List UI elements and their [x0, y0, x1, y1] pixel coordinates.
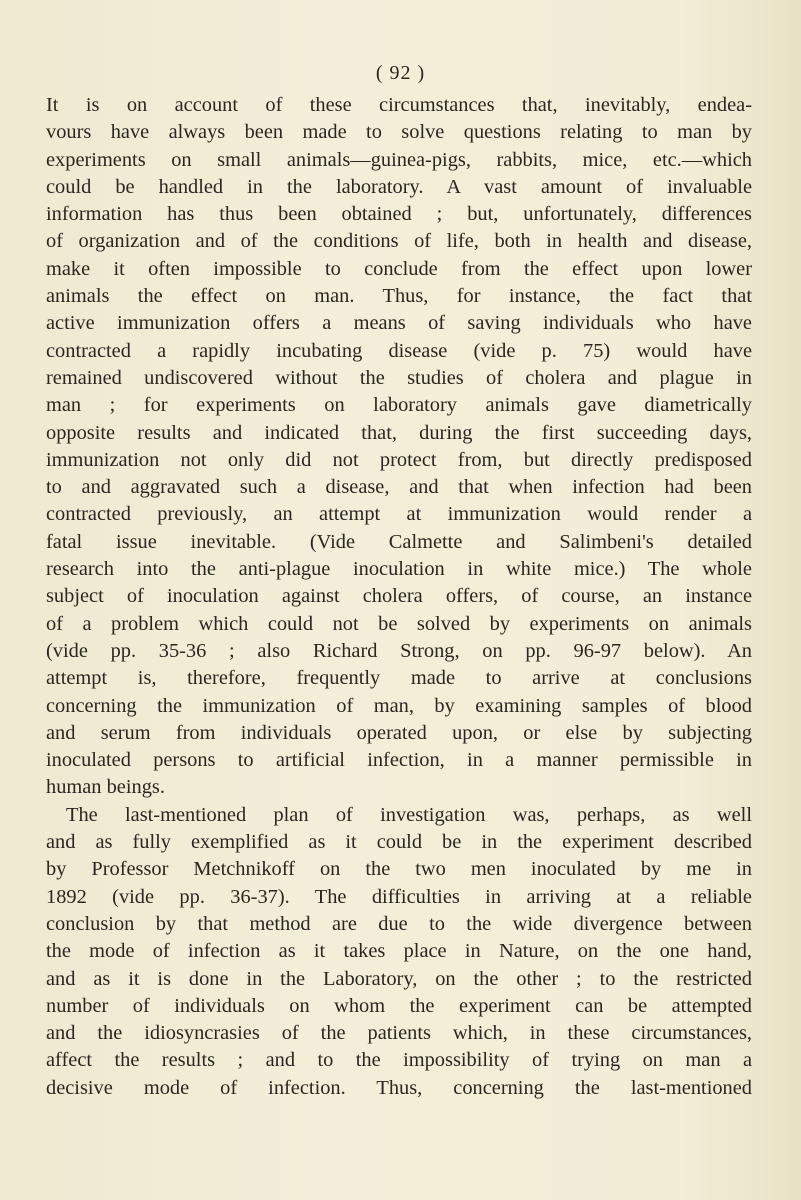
- text-line: could be handled in the laboratory. A vast amount of invaluable: [46, 175, 752, 198]
- text-line: concerning the immunization of man, by examining samples of blood: [46, 694, 752, 717]
- text-line: opposite results and indicated that, during the first succeeding days,: [46, 421, 752, 444]
- text-line: and serum from individuals operated upon, or else by subjecting: [46, 721, 752, 744]
- body-text: [46, 92, 752, 1102]
- text-line: It is on account of these circumstances that, inevitably, endea-: [46, 94, 752, 116]
- text-line: 1892 (vide pp. 36-37). The difficulties in arriving at a reliable: [46, 885, 752, 908]
- text-line: to and aggravated such a disease, and that when infection had been: [46, 476, 752, 499]
- text-line: research into the anti-plague inoculation in white mice.) The whole: [46, 558, 752, 581]
- text-line: contracted previously, an attempt at immunization would render a: [46, 503, 752, 526]
- text-line: (vide pp. 35-36 ; also Richard Strong, on pp. 96-97 below). An: [46, 639, 752, 662]
- text-line: fatal issue inevitable. (Vide Calmette and Salimbeni's detailed: [46, 530, 752, 553]
- text-line: information has thus been obtained ; but, unfortunately, differences: [46, 203, 752, 226]
- text-line: attempt is, therefore, frequently made to arrive at conclusions: [46, 667, 752, 690]
- text-line: make it often impossible to conclude from the effect upon lower: [46, 257, 752, 280]
- text-line: number of individuals on whom the experiment can be attempted: [46, 994, 752, 1017]
- text-line: immunization not only did not protect from, but directly predisposed: [46, 448, 752, 471]
- paragraph-end-line: human beings.: [46, 776, 165, 799]
- text-line: inoculated persons to artificial infection, in a manner permissible in: [46, 749, 752, 772]
- text-line: man ; for experiments on laboratory animals gave diametrically: [46, 394, 752, 417]
- text-line: and as it is done in the Laboratory, on the other ; to the restricted: [46, 967, 752, 990]
- text-line: decisive mode of infection. Thus, concerning the last-mentioned: [46, 1076, 752, 1099]
- text-line: of organization and of the conditions of life, both in health and disease,: [46, 230, 752, 253]
- text-line: affect the results ; and to the impossibility of trying on man a: [46, 1049, 752, 1072]
- text-line: by Professor Metchnikoff on the two men inoculated by me in: [46, 858, 752, 881]
- text-line: conclusion by that method are due to the wide divergence between: [46, 912, 752, 935]
- page-number: ( 92 ): [375, 62, 426, 84]
- text-line: animals the effect on man. Thus, for instance, the fact that: [46, 285, 752, 308]
- text-line: contracted a rapidly incubating disease (vide p. 75) would have: [46, 339, 752, 362]
- text-line: active immunization offers a means of saving individuals who have: [46, 312, 752, 335]
- paragraph-start-line: The last-mentioned plan of investigation was, perhaps, as well: [66, 803, 752, 826]
- text-line: vours have always been made to solve questions relating to man by: [46, 121, 752, 144]
- text-line: the mode of infection as it takes place in Nature, on the one hand,: [46, 940, 752, 963]
- text-line: of a problem which could not be solved by experiments on animals: [46, 612, 752, 635]
- text-line: and as fully exemplified as it could be in the experiment described: [46, 831, 752, 854]
- text-line: subject of inoculation against cholera offers, of course, an instance: [46, 585, 752, 608]
- text-line: experiments on small animals—guinea-pigs, rabbits, mice, etc.—which: [46, 148, 752, 171]
- text-line: and the idiosyncrasies of the patients which, in these circumstances,: [46, 1022, 752, 1045]
- text-line: remained undiscovered without the studies of cholera and plague in: [46, 366, 752, 389]
